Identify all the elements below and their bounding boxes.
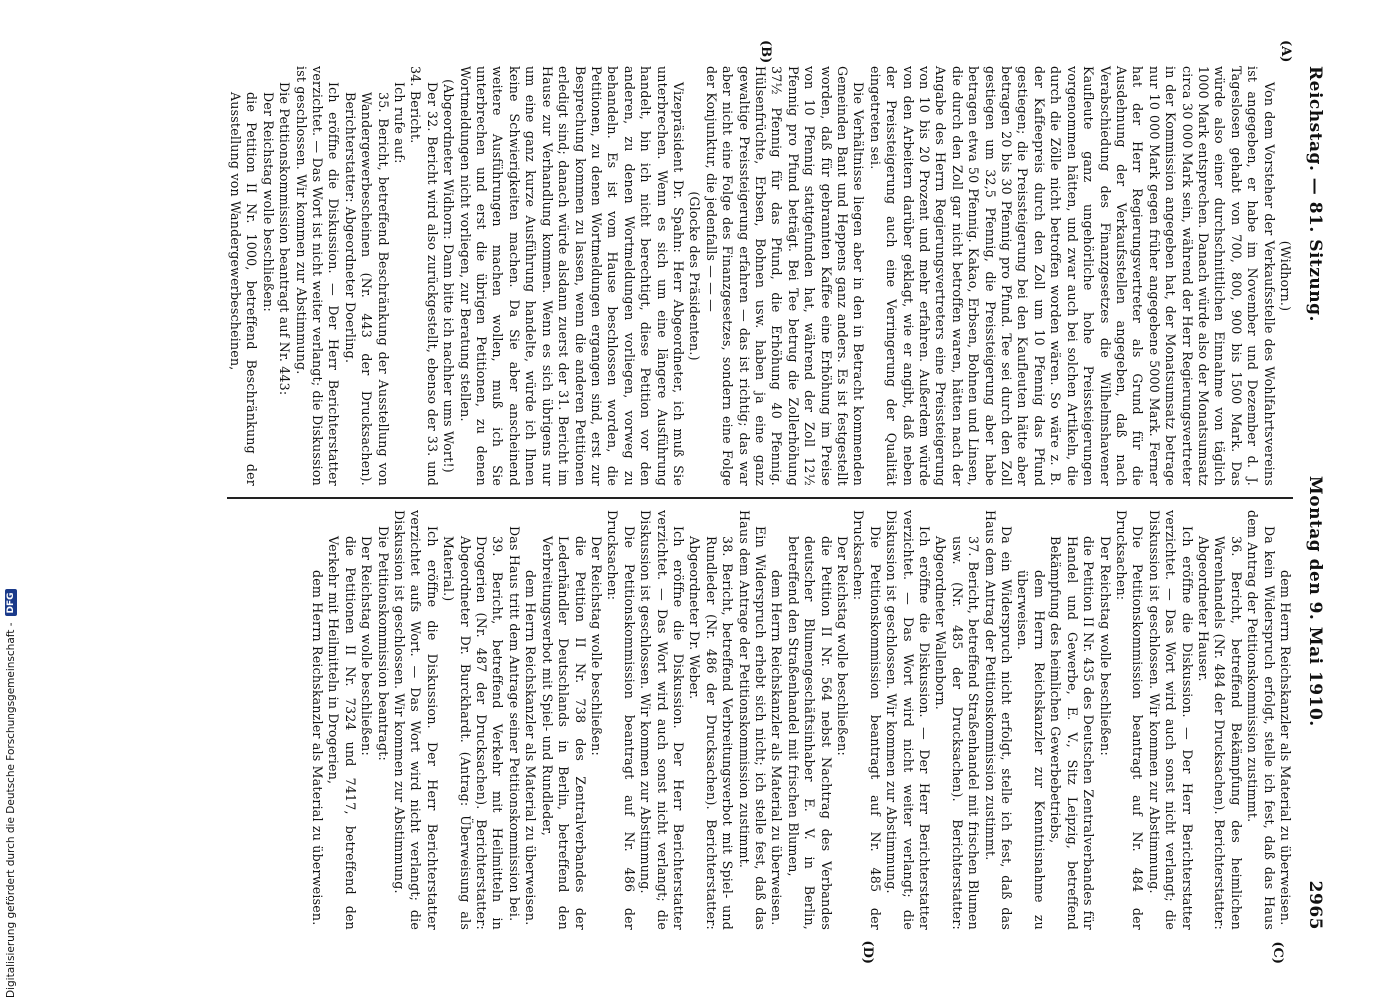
margin-mark-b: (B)	[758, 40, 773, 64]
paragraph: die Petition II Nr. 1000, betreffend Beschränkung der Ausstellung von Wandergewerbescheinen,	[228, 92, 260, 486]
paragraph: Der Reichstag wolle beschließen:	[359, 536, 375, 756]
paragraph: (Abgeordneter Widhorn: Dann bitte ich nachher ums Wort!)	[441, 79, 457, 473]
column-divider	[227, 497, 1293, 499]
paragraph: die Petitionen II Nr. 7324 und 7417, betreffend den Verkehr mit Heilmitteln in Drogerien,	[326, 536, 358, 930]
paragraph: Die Petitionskommission beantragt auf Nr. 484 der Drucksachen:	[1113, 510, 1146, 930]
paragraph: Ich eröffne die Diskussion. Der Herr Berichterstatter verzichtet aufs Wort. — Das Wort wird nicht verlangt; die Diskussion ist geschlossen. Wir kommen zur Abstimmung.	[392, 510, 440, 930]
paragraph: Der 32. Bericht wird also zurückgestellt, ebenso der 33. und 34. Bericht.	[408, 66, 440, 486]
paragraph: Ich rufe auf:	[392, 82, 408, 164]
page-header	[1299, 66, 1325, 930]
paragraph: Ein Widerspruch erhebt sich nicht; ich stelle fest, daß das Haus dem Antrage der Petitionskommission zustimmt.	[736, 510, 768, 930]
dfg-logo: DFG	[5, 589, 17, 616]
paragraph: Das Haus tritt dem Antrage seiner Petitionskommission bei.	[506, 526, 522, 922]
paragraph: 38. Bericht, betreffend Verbreitungsverbot mit Spiel- und Rundleder (Nr. 486 der Drucksachen). Berichterstatter: Abgeordneter Dr. Weber.	[687, 536, 736, 930]
paragraph: dem Herrn Reichskanzler als Material zu überweisen.	[1278, 570, 1293, 926]
paragraph: Ich eröffne die Diskussion. — Der Herr Berichterstatter verzichtet. — Das Wort wird auch sonst nicht verlangt; die Diskussion ist geschlossen. Wir kommen zur Abstimmung.	[1146, 510, 1195, 930]
left-column	[227, 66, 1293, 486]
paragraph: Die Petitionskommission beantragt auf Nr. 486 der Drucksachen:	[605, 510, 637, 930]
paragraph: (Glocke des Präsidenten.)	[687, 191, 703, 361]
paragraph: dem Herrn Reichskanzler als Material zu überweisen.	[523, 570, 539, 926]
paragraph: 37. Bericht, betreffend Straßenhandel mit frischen Blumen usw. (Nr. 485 der Drucksachen). Berichterstatter: Abgeordneter Wallenborn.	[933, 536, 982, 930]
paragraph: Da ein Widerspruch nicht erfolgt, stelle ich fest, daß das Haus dem Antrag der Petitionskommission zustimmt.	[982, 510, 1015, 930]
paragraph: Die Petitionskommission beantragt auf Nr. 485 der Drucksachen:	[851, 510, 883, 930]
paragraph: Der Reichstag wolle beschließen:	[588, 536, 604, 756]
paragraph: Von dem Vorsteher der Verkaufsstelle des Wohlfahrtsvereins ist angegeben, er habe im November und Dezember d. J. Tageslosen gehabt von 700, 800, 900 bis 1500 Mark. Das würde also einer durchschnittlichen Einnahme von täglich 1000 Mark entsprechen. Danach würde also der Monatsumsatz circa 30 000 Mark sein, während der Herr Regierungsvertreter in der Kommission angegeben hat, der Monatsumsatz betrage nur 10 000 Mark gegen früher angegebene 5000 Mark. Ferner hat der Herr Regierungsvertreter als Grund für die Ausdehnung der Verkaufsstellen angegeben, daß nach Verabschiedung des Finanzgesetzes die Wilhelmshavener Kaufleute ganz ungehörliche hohe Preissteigerungen vorgenommen hätten, und zwar auch bei solchen Artikeln, die durch die Zölle nicht betroffen worden wären. So wäre z. B. der Kaffeepreis durch den Zoll um 10 Pfennig das Pfund gestiegen; die Preissteigerung bei den Kaufleuten hätte aber betragen 20 bis 30 Pfennig pro Pfund. Tee sei durch den Zoll gestiegen um 32,5 Pfennig, die Preissteigerung aber habe betragen etwa 50 Pfennig. Kakao, Erbsen, Bohnen und Linsen, die durch den Zoll gar nicht betroffen waren, hätten nach der Angabe des Herrn Regierungsvertreters eine Preissteigerung von 10 bis 20 Prozent und mehr erfahren. Außerdem würde von den Arbeitern darüber geklagt, wie er angibt, daß neben der Preissteigerung auch eine Verringerung der Qualität eingetreten sei.	[867, 66, 1277, 486]
paragraph: Die Petitionskommission beantragt auf Nr. 443:	[277, 82, 293, 396]
paragraph: Ich eröffne die Diskussion. Der Herr Berichterstatter verzichtet. — Das Wort wird auch sonst nicht verlangt; die Diskussion ist geschlossen. Wir kommen zur Abstimmung.	[638, 510, 686, 930]
paragraph: Die Verhältnisse liegen aber in den in Betracht kommenden Gemeinden Bant und Heppens ganz anders. Es ist festgestellt worden, daß für gebrannten Kaffee eine Erhöhung im Preise von 10 Pfennig stattgefunden hat, während der Zoll 12½ Pfennig pro Pfund beträgt. Bei Tee betrug die Zollerhöhung 37½ Pfennig für das Pfund, die Erhöhung 40 Pfennig. Hülsenfrüchte, Erbsen, Bohnen usw. haben ja eine ganz gewaltige Preissteigerung erfahren — das ist richtig; das war aber nicht eine Folge des Finanzgesetzes, sondern eine Folge der Konjunktur, die jedenfalls — — —	[703, 66, 867, 486]
margin-mark-d: (D)	[860, 940, 875, 964]
paragraph: 39. Bericht, betreffend Verkehr mit Heilmitteln in Drogerien (Nr. 487 der Drucksachen). Berichterstatter: Abgeordneter Dr. Burckhardt. (Antrag: Überweisung als Material.)	[441, 536, 506, 930]
credit-text: Digitalisierung gefördert durch die Deutsche Forschungsgemeinschaft -	[5, 622, 17, 998]
paragraph: Ich eröffne die Diskussion. — Der Herr Berichterstatter verzichtet. — Das Wort ist nicht weiter verlangt; die Diskussion ist geschlossen. Wir kommen zur Abstimmung.	[293, 66, 342, 486]
paragraph: die Petition II Nr. 564 nebst Nachtrag des Verbandes deutscher Blumengeschäftsinhaber E. V. in Berlin, betreffend den Straßenhandel mit frischen Blumen,	[785, 536, 834, 930]
paragraph: 35. Bericht, betreffend Beschränkung der Ausstellung von Wandergewerbescheinen (Nr. 443 der Drucksachen). Berichterstatter: Abgeordneter Doerling.	[342, 92, 391, 486]
paragraph: dem Herrn Reichskanzler zur Kenntnisnahme zu überweisen.	[1015, 570, 1047, 930]
paragraph: die Petition II Nr. 435 des Deutschen Zentralverbandes für Handel und Gewerbe, E. V., Sitz Leipzig, betreffend Bekämpfung des heimlichen Gewerbebetriebs,	[1048, 536, 1097, 930]
paragraph: Vizepräsident Dr. Spahn: Herr Abgeordneter, ich muß Sie unterbrechen. Wenn es sich um eine längere Ausführung handelt, bin ich nicht berechtigt, diese Petition vor den anderen, zu denen Wortmeldungen vorliegen, vorweg zu behandeln. Es ist vom Hause beschlossen worden, die Petitionen, zu denen Wortmeldungen ergangen sind, erst zur Besprechung kommen zu lassen, wenn die anderen Petitionen erledigt sind; danach würde alsdann zuerst der 31. Bericht im Hause zur Verhandlung kommen. Wenn es sich übrigens nur um eine ganz kurze Ausführung handelte, würde ich Ihnen keine Schwierigkeiten machen. Da Sie aber anscheinend weitere Ausführungen machen wollen, muß ich Sie unterbrechen und erst die übrigen Petitionen, zu denen Wortmeldungen nicht vorliegen, zur Beratung stellen.	[457, 66, 686, 486]
paragraph: die Petition II Nr. 738 des Zentralverbandes der Lederhändler Deutschlands in Berlin, betreffend den Verbreitungsverbot mit Spiel- und Rundleder,	[539, 536, 588, 930]
text-columns	[227, 40, 1293, 964]
margin-mark-c: (C)	[1270, 941, 1285, 964]
paragraph: dem Herrn Reichskanzler als Material zu überweisen.	[769, 570, 785, 926]
page-number: 2965	[1305, 880, 1325, 930]
right-column	[227, 510, 1293, 930]
paragraph: Die Petitionskommission beantragt:	[375, 526, 391, 761]
paragraph: Da kein Widerspruch erfolgt, stelle ich fest, daß das Haus dem Antrag der Petitionskommission zustimmt.	[1245, 510, 1277, 930]
paragraph: Der Reichstag wolle beschließen:	[835, 536, 851, 756]
paragraph: Der Reichstag wolle beschließen:	[260, 92, 276, 312]
paragraph: Ich eröffne die Diskussion. — Der Herr Berichterstatter verzichtet. — Das Wort wird nicht weiter verlangt; die Diskussion ist geschlossen. Wir kommen zur Abstimmung.	[884, 510, 933, 930]
header-right-title: Montag den 9. Mai 1910.	[1305, 475, 1325, 727]
paragraph: Der Reichstag wolle beschließen:	[1097, 536, 1113, 756]
paragraph: dem Herrn Reichskanzler als Material zu überweisen.	[310, 570, 326, 926]
digitization-credit	[2, 592, 20, 998]
paragraph: 36. Bericht, betreffend Bekämpfung des heimlichen Warenhandels (Nr. 484 der Drucksachen). Berichterstatter: Abgeordneter Hauser.	[1195, 536, 1244, 930]
paragraph: (Widhorn.)	[1278, 240, 1293, 312]
header-left-title: Reichstag. — 81. Sitzung.	[1305, 66, 1325, 322]
margin-mark-a: (A)	[1278, 40, 1293, 63]
